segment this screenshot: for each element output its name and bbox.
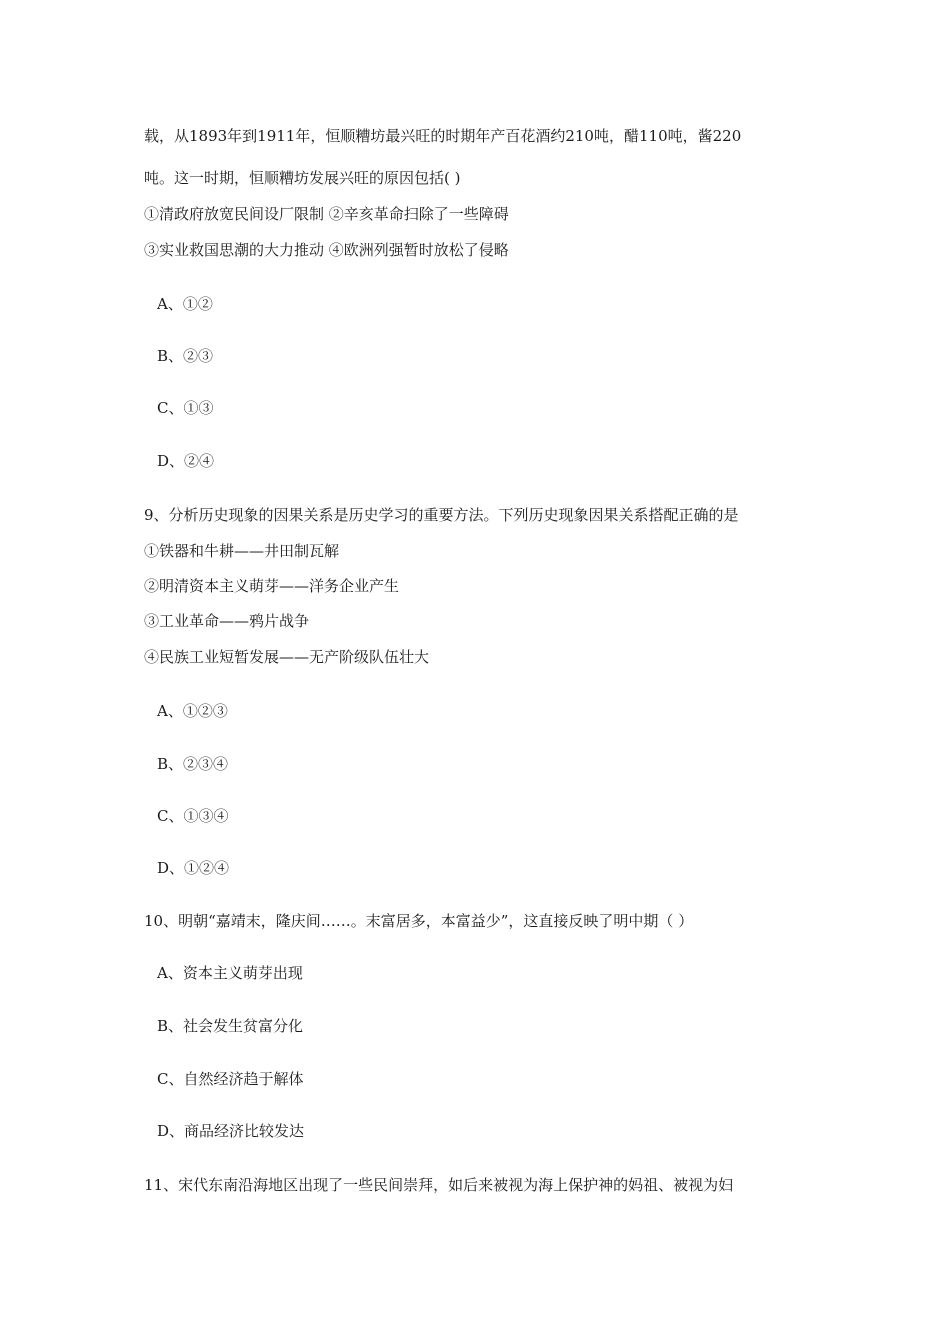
q10-option-a: A、资本主义萌芽出现 [157,964,303,982]
q8-option-b: B、②③ [157,347,214,365]
q9-item-3: ③工业革命——鸦片战争 [144,612,310,630]
q10-option-d: D、商品经济比较发达 [157,1122,305,1140]
q11-stem: 11、宋代东南沿海地区出现了一些民间崇拜，如后来被视为海上保护神的妈祖、被视为妇 [144,1176,734,1194]
q8-items-line-2: ③实业救国思潮的大力推动 ④欧洲列强暂时放松了侵略 [144,241,509,259]
q9-item-1: ①铁器和牛耕——井田制瓦解 [144,542,340,560]
q9-stem: 9、分析历史现象的因果关系是历史学习的重要方法。下列历史现象因果关系搭配正确的是 [144,506,739,524]
q9-item-4: ④民族工业短暂发展——无产阶级队伍壮大 [144,648,430,666]
q10-option-b: B、社会发生贫富分化 [157,1017,304,1035]
q9-option-c: C、①③④ [157,807,229,825]
q9-item-2: ②明清资本主义萌芽——洋务企业产生 [144,577,400,595]
q9-option-d: D、①②④ [157,859,230,877]
q8-stem-line-2: 吨。这一时期，恒顺糟坊发展兴旺的原因包括( ) [144,169,461,187]
q8-items-line-1: ①清政府放宽民间设厂限制 ②辛亥革命扫除了一些障碍 [144,205,509,223]
q10-stem: 10、明朝“嘉靖末，隆庆间……。末富居多，本富益少”，这直接反映了明中期（ ） [144,912,694,930]
q9-option-b: B、②③④ [157,755,229,773]
q8-option-d: D、②④ [157,452,215,470]
q8-stem-line-1: 载，从1893年到1911年，恒顺糟坊最兴旺的时期年产百花酒约210吨，醋110吨，酱220 [144,127,742,145]
q8-option-a: A、①② [157,295,213,313]
q9-option-a: A、①②③ [157,702,228,720]
q8-option-c: C、①③ [157,399,214,417]
q10-option-c: C、自然经济趋于解体 [157,1070,304,1088]
